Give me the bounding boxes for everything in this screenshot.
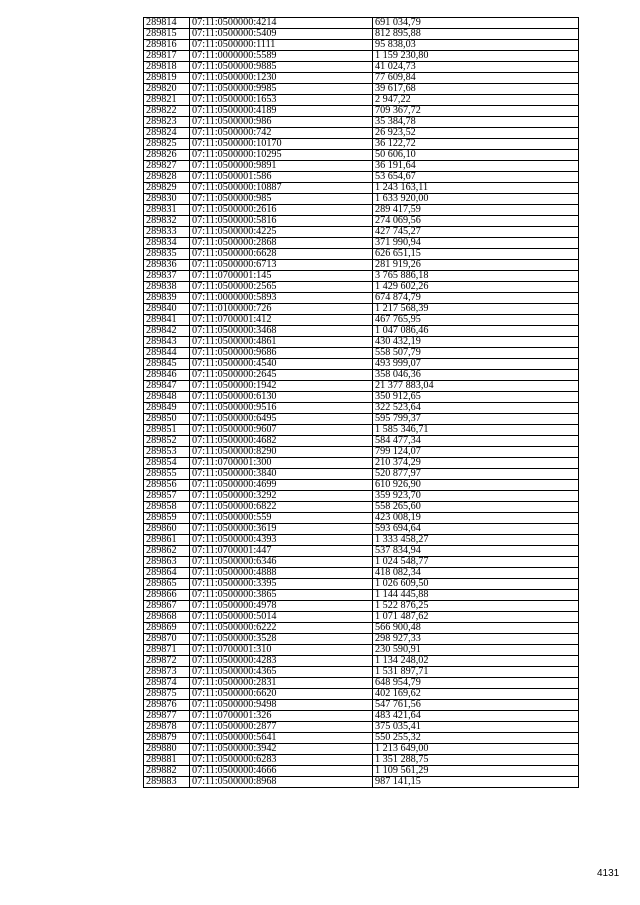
cadastral-number-cell: 07:11:0500000:6222 [190, 623, 373, 634]
row-number-cell: 289858 [144, 502, 190, 513]
row-number-cell: 289827 [144, 161, 190, 172]
cadastral-number-cell: 07:11:0500000:1111 [190, 40, 373, 51]
row-number-cell: 289817 [144, 51, 190, 62]
cadastral-value-cell: 3 765 886,18 [373, 271, 579, 282]
cadastral-number-cell: 07:11:0000000:5893 [190, 293, 373, 304]
table-row [144, 348, 579, 359]
cadastral-value-cell: 21 377 883,04 [373, 381, 579, 392]
cadastral-number-cell: 07:11:0500000:4214 [190, 18, 373, 29]
table-row [144, 403, 579, 414]
cadastral-value-cell: 359 923,70 [373, 491, 579, 502]
table-row [144, 95, 579, 106]
cadastral-value-cell: 1 243 163,11 [373, 183, 579, 194]
table-row [144, 524, 579, 535]
table-row [144, 777, 579, 788]
cadastral-number-cell: 07:11:0700001:412 [190, 315, 373, 326]
cadastral-value-cell: 537 834,94 [373, 546, 579, 557]
table-row [144, 546, 579, 557]
table-row [144, 667, 579, 678]
cadastral-number-cell: 07:11:0500000:4888 [190, 568, 373, 579]
table-row [144, 238, 579, 249]
table-row [144, 128, 579, 139]
cadastral-number-cell: 07:11:0500000:8290 [190, 447, 373, 458]
table-row [144, 491, 579, 502]
row-number-cell: 289866 [144, 590, 190, 601]
cadastral-value-cell: 1 522 876,25 [373, 601, 579, 612]
cadastral-value-cell: 423 008,19 [373, 513, 579, 524]
row-number-cell: 289828 [144, 172, 190, 183]
table-row [144, 326, 579, 337]
table-row [144, 755, 579, 766]
cadastral-value-cell: 483 421,64 [373, 711, 579, 722]
cadastral-value-cell: 36 191,64 [373, 161, 579, 172]
table-row [144, 304, 579, 315]
row-number-cell: 289876 [144, 700, 190, 711]
cadastral-number-cell: 07:11:0500000:3528 [190, 634, 373, 645]
cadastral-value-cell: 418 082,34 [373, 568, 579, 579]
cadastral-number-cell: 07:11:0500000:4283 [190, 656, 373, 667]
row-number-cell: 289839 [144, 293, 190, 304]
row-number-cell: 289840 [144, 304, 190, 315]
row-number-cell: 289865 [144, 579, 190, 590]
row-number-cell: 289847 [144, 381, 190, 392]
table-row [144, 689, 579, 700]
row-number-cell: 289881 [144, 755, 190, 766]
cadastral-value-cell: 77 609,84 [373, 73, 579, 84]
table-row [144, 370, 579, 381]
cadastral-number-cell: 07:11:0500000:5409 [190, 29, 373, 40]
table-row [144, 447, 579, 458]
row-number-cell: 289818 [144, 62, 190, 73]
cadastral-value-cell: 584 477,34 [373, 436, 579, 447]
row-number-cell: 289852 [144, 436, 190, 447]
cadastral-value-cell: 2 947,22 [373, 95, 579, 106]
row-number-cell: 289861 [144, 535, 190, 546]
row-number-cell: 289848 [144, 392, 190, 403]
table-row [144, 62, 579, 73]
cadastral-number-cell: 07:11:0500000:1942 [190, 381, 373, 392]
row-number-cell: 289843 [144, 337, 190, 348]
row-number-cell: 289830 [144, 194, 190, 205]
cadastral-number-cell: 07:11:0500000:2868 [190, 238, 373, 249]
table-row [144, 590, 579, 601]
row-number-cell: 289877 [144, 711, 190, 722]
cadastral-value-cell: 1 213 649,00 [373, 744, 579, 755]
cadastral-value-cell: 402 169,62 [373, 689, 579, 700]
row-number-cell: 289824 [144, 128, 190, 139]
table-row [144, 425, 579, 436]
cadastral-value-cell: 593 694,64 [373, 524, 579, 535]
cadastral-number-cell: 07:11:0700001:326 [190, 711, 373, 722]
cadastral-value-cell: 626 651,15 [373, 249, 579, 260]
table-row [144, 150, 579, 161]
cadastral-value-cell: 35 384,78 [373, 117, 579, 128]
row-number-cell: 289880 [144, 744, 190, 755]
row-number-cell: 289833 [144, 227, 190, 238]
cadastral-number-cell: 07:11:0500000:6713 [190, 260, 373, 271]
cadastral-value-cell: 550 255,32 [373, 733, 579, 744]
cadastral-number-cell: 07:11:0500000:4225 [190, 227, 373, 238]
cadastral-number-cell: 07:11:0500000:6620 [190, 689, 373, 700]
cadastral-number-cell: 07:11:0500000:4699 [190, 480, 373, 491]
table-row [144, 293, 579, 304]
table-row [144, 436, 579, 447]
cadastral-number-cell: 07:11:0500000:5641 [190, 733, 373, 744]
cadastral-value-cell: 1 585 346,71 [373, 425, 579, 436]
cadastral-value-cell: 350 912,65 [373, 392, 579, 403]
cadastral-number-cell: 07:11:0500000:4189 [190, 106, 373, 117]
cadastral-value-cell: 1 159 230,80 [373, 51, 579, 62]
row-number-cell: 289835 [144, 249, 190, 260]
table-row [144, 392, 579, 403]
cadastral-value-cell: 1 026 609,50 [373, 579, 579, 590]
row-number-cell: 289822 [144, 106, 190, 117]
cadastral-number-cell: 07:11:0500000:6628 [190, 249, 373, 260]
cadastral-value-cell: 281 919,26 [373, 260, 579, 271]
cadastral-value-cell: 430 432,19 [373, 337, 579, 348]
cadastral-number-cell: 07:11:0500000:6822 [190, 502, 373, 513]
table-row [144, 513, 579, 524]
cadastral-value-cell: 1 109 561,29 [373, 766, 579, 777]
row-number-cell: 289871 [144, 645, 190, 656]
table-row [144, 535, 579, 546]
row-number-cell: 289849 [144, 403, 190, 414]
cadastral-value-cell: 358 046,36 [373, 370, 579, 381]
table-row [144, 568, 579, 579]
cadastral-value-cell: 558 507,79 [373, 348, 579, 359]
cadastral-value-cell: 1 024 548,77 [373, 557, 579, 568]
table-row [144, 337, 579, 348]
cadastral-value-cell: 274 069,56 [373, 216, 579, 227]
cadastral-number-cell: 07:11:0500000:9516 [190, 403, 373, 414]
cadastral-number-cell: 07:11:0500000:9686 [190, 348, 373, 359]
table-row [144, 106, 579, 117]
cadastral-value-cell: 493 999,07 [373, 359, 579, 370]
cadastral-number-cell: 07:11:0500000:9985 [190, 84, 373, 95]
cadastral-value-cell: 1 047 086,46 [373, 326, 579, 337]
cadastral-number-cell: 07:11:0500000:3468 [190, 326, 373, 337]
table-row [144, 172, 579, 183]
row-number-cell: 289863 [144, 557, 190, 568]
table-body [144, 18, 579, 788]
row-number-cell: 289816 [144, 40, 190, 51]
row-number-cell: 289834 [144, 238, 190, 249]
row-number-cell: 289853 [144, 447, 190, 458]
table-row [144, 315, 579, 326]
table-row [144, 73, 579, 84]
cadastral-value-cell: 987 141,15 [373, 777, 579, 788]
cadastral-number-cell: 07:11:0500000:742 [190, 128, 373, 139]
row-number-cell: 289851 [144, 425, 190, 436]
table-row [144, 139, 579, 150]
row-number-cell: 289864 [144, 568, 190, 579]
cadastral-number-cell: 07:11:0700001:300 [190, 458, 373, 469]
cadastral-number-cell: 07:11:0500000:6283 [190, 755, 373, 766]
row-number-cell: 289867 [144, 601, 190, 612]
cadastral-value-cell: 566 900,48 [373, 623, 579, 634]
cadastral-value-cell: 1 429 602,26 [373, 282, 579, 293]
row-number-cell: 289875 [144, 689, 190, 700]
row-number-cell: 289882 [144, 766, 190, 777]
table-row [144, 227, 579, 238]
cadastral-number-cell: 07:11:0500000:3395 [190, 579, 373, 590]
cadastral-number-cell: 07:11:0500000:1230 [190, 73, 373, 84]
cadastral-number-cell: 07:11:0500000:10295 [190, 150, 373, 161]
cadastral-number-cell: 07:11:0500000:2877 [190, 722, 373, 733]
cadastral-number-cell: 07:11:0700001:145 [190, 271, 373, 282]
cadastral-number-cell: 07:11:0500000:9607 [190, 425, 373, 436]
table-row [144, 161, 579, 172]
cadastral-value-cell: 648 954,79 [373, 678, 579, 689]
cadastral-value-cell: 1 633 920,00 [373, 194, 579, 205]
table-row [144, 733, 579, 744]
cadastral-value-cell: 1 134 248,02 [373, 656, 579, 667]
cadastral-number-cell: 07:11:0500000:8968 [190, 777, 373, 788]
cadastral-number-cell: 07:11:0500000:4861 [190, 337, 373, 348]
table-row [144, 282, 579, 293]
row-number-cell: 289823 [144, 117, 190, 128]
cadastral-number-cell: 07:11:0500001:586 [190, 172, 373, 183]
table-row [144, 216, 579, 227]
cadastral-value-cell: 39 617,68 [373, 84, 579, 95]
cadastral-number-cell: 07:11:0500000:10887 [190, 183, 373, 194]
row-number-cell: 289872 [144, 656, 190, 667]
cadastral-number-cell: 07:11:0500000:9891 [190, 161, 373, 172]
cadastral-value-cell: 427 745,27 [373, 227, 579, 238]
cadastral-number-cell: 07:11:0500000:3865 [190, 590, 373, 601]
table-row [144, 766, 579, 777]
cadastral-value-cell: 467 765,95 [373, 315, 579, 326]
table-row [144, 51, 579, 62]
cadastral-value-cell: 547 761,56 [373, 700, 579, 711]
row-number-cell: 289845 [144, 359, 190, 370]
cadastral-value-cell: 812 895,88 [373, 29, 579, 40]
cadastral-number-cell: 07:11:0500000:9498 [190, 700, 373, 711]
cadastral-number-cell: 07:11:0500000:9885 [190, 62, 373, 73]
cadastral-number-cell: 07:11:0700001:447 [190, 546, 373, 557]
cadastral-value-cell: 1 217 568,39 [373, 304, 579, 315]
cadastral-number-cell: 07:11:0500000:3619 [190, 524, 373, 535]
cadastral-value-cell: 610 926,90 [373, 480, 579, 491]
table-row [144, 18, 579, 29]
row-number-cell: 289825 [144, 139, 190, 150]
table-row [144, 194, 579, 205]
table-row [144, 183, 579, 194]
row-number-cell: 289842 [144, 326, 190, 337]
cadastral-number-cell: 07:11:0000000:5589 [190, 51, 373, 62]
cadastral-number-cell: 07:11:0500000:2616 [190, 205, 373, 216]
cadastral-number-cell: 07:11:0500000:559 [190, 513, 373, 524]
table-row [144, 40, 579, 51]
table-row [144, 557, 579, 568]
row-number-cell: 289832 [144, 216, 190, 227]
cadastral-value-cell: 53 654,67 [373, 172, 579, 183]
row-number-cell: 289836 [144, 260, 190, 271]
table-row [144, 29, 579, 40]
cadastral-value-cell: 371 990,94 [373, 238, 579, 249]
table-row [144, 117, 579, 128]
row-number-cell: 289874 [144, 678, 190, 689]
cadastral-number-cell: 07:11:0500000:6495 [190, 414, 373, 425]
cadastral-value-cell: 289 417,59 [373, 205, 579, 216]
row-number-cell: 289879 [144, 733, 190, 744]
row-number-cell: 289819 [144, 73, 190, 84]
row-number-cell: 289878 [144, 722, 190, 733]
cadastral-number-cell: 07:11:0500000:6346 [190, 557, 373, 568]
row-number-cell: 289859 [144, 513, 190, 524]
table-row [144, 480, 579, 491]
table-row [144, 722, 579, 733]
cadastral-value-cell: 1 531 897,71 [373, 667, 579, 678]
cadastral-value-cell: 595 799,37 [373, 414, 579, 425]
cadastral-number-cell: 07:11:0500000:5014 [190, 612, 373, 623]
row-number-cell: 289855 [144, 469, 190, 480]
table-row [144, 579, 579, 590]
table-row [144, 260, 579, 271]
table-row [144, 656, 579, 667]
cadastral-value-cell: 50 606,10 [373, 150, 579, 161]
table-row [144, 700, 579, 711]
table-row [144, 645, 579, 656]
cadastral-number-cell: 07:11:0500000:986 [190, 117, 373, 128]
cadastral-number-cell: 07:11:0500000:4393 [190, 535, 373, 546]
table-row [144, 84, 579, 95]
cadastral-number-cell: 07:11:0500000:4978 [190, 601, 373, 612]
row-number-cell: 289844 [144, 348, 190, 359]
cadastral-value-cell: 95 838,03 [373, 40, 579, 51]
row-number-cell: 289850 [144, 414, 190, 425]
cadastral-number-cell: 07:11:0500000:2645 [190, 370, 373, 381]
table-row [144, 414, 579, 425]
cadastral-number-cell: 07:11:0500000:4666 [190, 766, 373, 777]
cadastral-number-cell: 07:11:0500000:3292 [190, 491, 373, 502]
cadastral-value-cell: 709 367,72 [373, 106, 579, 117]
table-row [144, 502, 579, 513]
cadastral-value-cell: 230 590,91 [373, 645, 579, 656]
table-row [144, 623, 579, 634]
cadastral-value-cell: 26 923,52 [373, 128, 579, 139]
cadastral-value-cell: 322 523,64 [373, 403, 579, 414]
table-row [144, 678, 579, 689]
row-number-cell: 289869 [144, 623, 190, 634]
cadastral-value-cell: 41 024,73 [373, 62, 579, 73]
row-number-cell: 289838 [144, 282, 190, 293]
row-number-cell: 289868 [144, 612, 190, 623]
cadastral-value-cell: 375 035,41 [373, 722, 579, 733]
cadastral-number-cell: 07:11:0100000:726 [190, 304, 373, 315]
row-number-cell: 289862 [144, 546, 190, 557]
table-row [144, 469, 579, 480]
cadastral-number-cell: 07:11:0500000:6130 [190, 392, 373, 403]
row-number-cell: 289846 [144, 370, 190, 381]
row-number-cell: 289814 [144, 18, 190, 29]
cadastral-value-cell: 1 144 445,88 [373, 590, 579, 601]
cadastral-value-cell: 799 124,07 [373, 447, 579, 458]
row-number-cell: 289860 [144, 524, 190, 535]
cadastral-value-cell: 1 351 288,75 [373, 755, 579, 766]
table-row [144, 271, 579, 282]
table-row [144, 744, 579, 755]
cadastral-value-cell: 691 034,79 [373, 18, 579, 29]
cadastral-number-cell: 07:11:0500000:2831 [190, 678, 373, 689]
row-number-cell: 289820 [144, 84, 190, 95]
cadastral-value-cell: 1 071 487,62 [373, 612, 579, 623]
cadastral-value-cell: 1 333 458,27 [373, 535, 579, 546]
row-number-cell: 289856 [144, 480, 190, 491]
cadastral-number-cell: 07:11:0500000:4540 [190, 359, 373, 370]
row-number-cell: 289829 [144, 183, 190, 194]
row-number-cell: 289883 [144, 777, 190, 788]
row-number-cell: 289826 [144, 150, 190, 161]
cadastral-number-cell: 07:11:0500000:985 [190, 194, 373, 205]
table-row [144, 205, 579, 216]
cadastral-value-cell: 520 877,97 [373, 469, 579, 480]
cadastral-value-cell: 298 927,33 [373, 634, 579, 645]
row-number-cell: 289815 [144, 29, 190, 40]
cadastral-number-cell: 07:11:0500000:5816 [190, 216, 373, 227]
cadastral-value-cell: 210 374,29 [373, 458, 579, 469]
row-number-cell: 289841 [144, 315, 190, 326]
table-row [144, 458, 579, 469]
row-number-cell: 289837 [144, 271, 190, 282]
row-number-cell: 289873 [144, 667, 190, 678]
table-row [144, 612, 579, 623]
table-row [144, 711, 579, 722]
cadastral-value-table [143, 17, 579, 788]
row-number-cell: 289857 [144, 491, 190, 502]
page-number: 4131 [597, 868, 620, 879]
cadastral-number-cell: 07:11:0500000:10170 [190, 139, 373, 150]
cadastral-number-cell: 07:11:0500000:4365 [190, 667, 373, 678]
row-number-cell: 289870 [144, 634, 190, 645]
cadastral-number-cell: 07:11:0500000:2565 [190, 282, 373, 293]
cadastral-value-cell: 36 122,72 [373, 139, 579, 150]
table-row [144, 634, 579, 645]
row-number-cell: 289821 [144, 95, 190, 106]
row-number-cell: 289854 [144, 458, 190, 469]
cadastral-value-cell: 558 265,60 [373, 502, 579, 513]
cadastral-number-cell: 07:11:0700001:310 [190, 645, 373, 656]
cadastral-number-cell: 07:11:0500000:4682 [190, 436, 373, 447]
table-row [144, 381, 579, 392]
cadastral-number-cell: 07:11:0500000:1653 [190, 95, 373, 106]
table-row [144, 359, 579, 370]
cadastral-number-cell: 07:11:0500000:3840 [190, 469, 373, 480]
cadastral-value-cell: 674 874,79 [373, 293, 579, 304]
row-number-cell: 289831 [144, 205, 190, 216]
cadastral-number-cell: 07:11:0500000:3942 [190, 744, 373, 755]
table-row [144, 601, 579, 612]
table-row [144, 249, 579, 260]
